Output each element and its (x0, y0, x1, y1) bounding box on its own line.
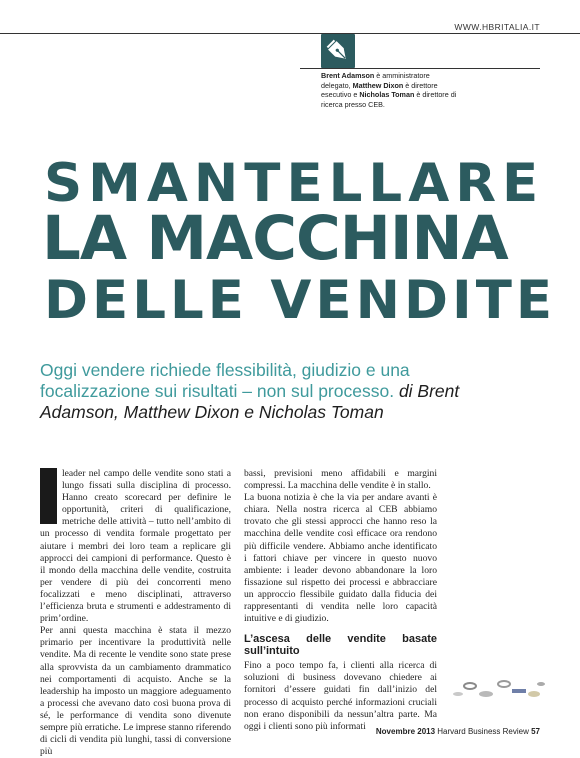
title-line-1: SMANTELLARE (44, 153, 545, 214)
title-line-3: DELLE VENDITE (44, 270, 557, 331)
header-rule (0, 33, 580, 34)
author-name: Matthew Dixon (352, 80, 404, 90)
site-url: WWW.HBRITALIA.IT (454, 22, 540, 32)
author-name: Nicholas Toman (359, 90, 415, 100)
paragraph: La buona notizia è che la via per andare avanti è chiara. Nella nostra ricerca al CEB abbiamo trovato che gli stessi approcci che hanno reso la macchina delle vendite così efficace ora rendono più difficile vendere. Abbiamo anche identificato i fattori chiave per vincere in questo nuovo ambiente: i leader devono abbandonare la loro fissazione sul rispetto dei processi e abbracciare un approccio flessibile guidato dalla fiducia dei rappresentanti di vendita nelle loro capacità intuitive e di giudizio. (244, 492, 437, 625)
hardware-illustration (448, 672, 548, 704)
authors-note (321, 71, 461, 109)
pen-nib-icon (321, 34, 355, 68)
deck-byline: di Brent Adamson, Matthew Dixon e Nicholas Toman (40, 381, 460, 422)
body-column-2 (244, 468, 437, 733)
author-role: è direttore esecutivo e (321, 80, 438, 100)
paragraph: Per anni questa macchina è stata il mezzo primario per incentivare la produttività nelle vendite. Ma di recente le vendite sono state prese alla sprovvista da un cambiamento drammatico nei comportamenti di acquisto. Anche se la leadership ha imposto un maggiore adeguamento a processi che avevano dato così buona prova di sé, le performance di vendita sono divenute sempre più erratiche. Le imprese stanno riferendo di cicli di vendita più lunghi, tassi di conversione più (40, 625, 231, 758)
page-footer (376, 727, 540, 736)
magazine-name: Harvard Business Review (435, 727, 532, 736)
author-name: Brent Adamson (321, 71, 375, 80)
author-role: è amministratore delegato, (321, 71, 430, 90)
author-role: è direttore di ricerca presso CEB. (321, 90, 457, 109)
paragraph: bassi, previsioni meno affidabili e margini compressi. La macchina delle vendite è in stallo. (244, 468, 437, 492)
body-column-1 (40, 468, 231, 758)
issue-date: Novembre 2013 (375, 727, 436, 736)
title-line-2: LA MACCHINA (42, 203, 508, 274)
drop-cap (40, 468, 57, 524)
note-rule (300, 68, 540, 69)
page-number: 57 (531, 727, 540, 736)
subheading: L’ascesa delle vendite basate sull’intuito (244, 633, 437, 658)
article-deck (40, 360, 470, 423)
deck-summary: Oggi vendere richiede flessibilità, giudizio e una focalizzazione sui risultati – non sul processo. (40, 360, 410, 401)
paragraph: Fino a poco tempo fa, i clienti alla ricerca di soluzioni di business dovevano chiedere ai fornitori d’essere guidati fin dall’inizio del processo di acquisto perché informazioni cruciali non erano disponibili da nessun’altra parte. Ma oggi i clienti sono più informati (244, 660, 437, 732)
paragraph: leader nel campo delle vendite sono stati a lungo fissati sulla disciplina di processo. Hanno creato scorecard per definire le opportunità, criteri di qualificazione, metriche delle attività – tutto nell’ambito di un processo di vendita formale progettato per aiutare i membri dei loro team a replicare gli approcci dei campioni di performance. Questo è il mondo della macchina delle vendite, costruita per vendere di più dei concorrenti meno focalizzati e meno disciplinati, attraverso l’efficienza bruta e strumenti e addestramento di prim’ordine. (40, 468, 231, 625)
